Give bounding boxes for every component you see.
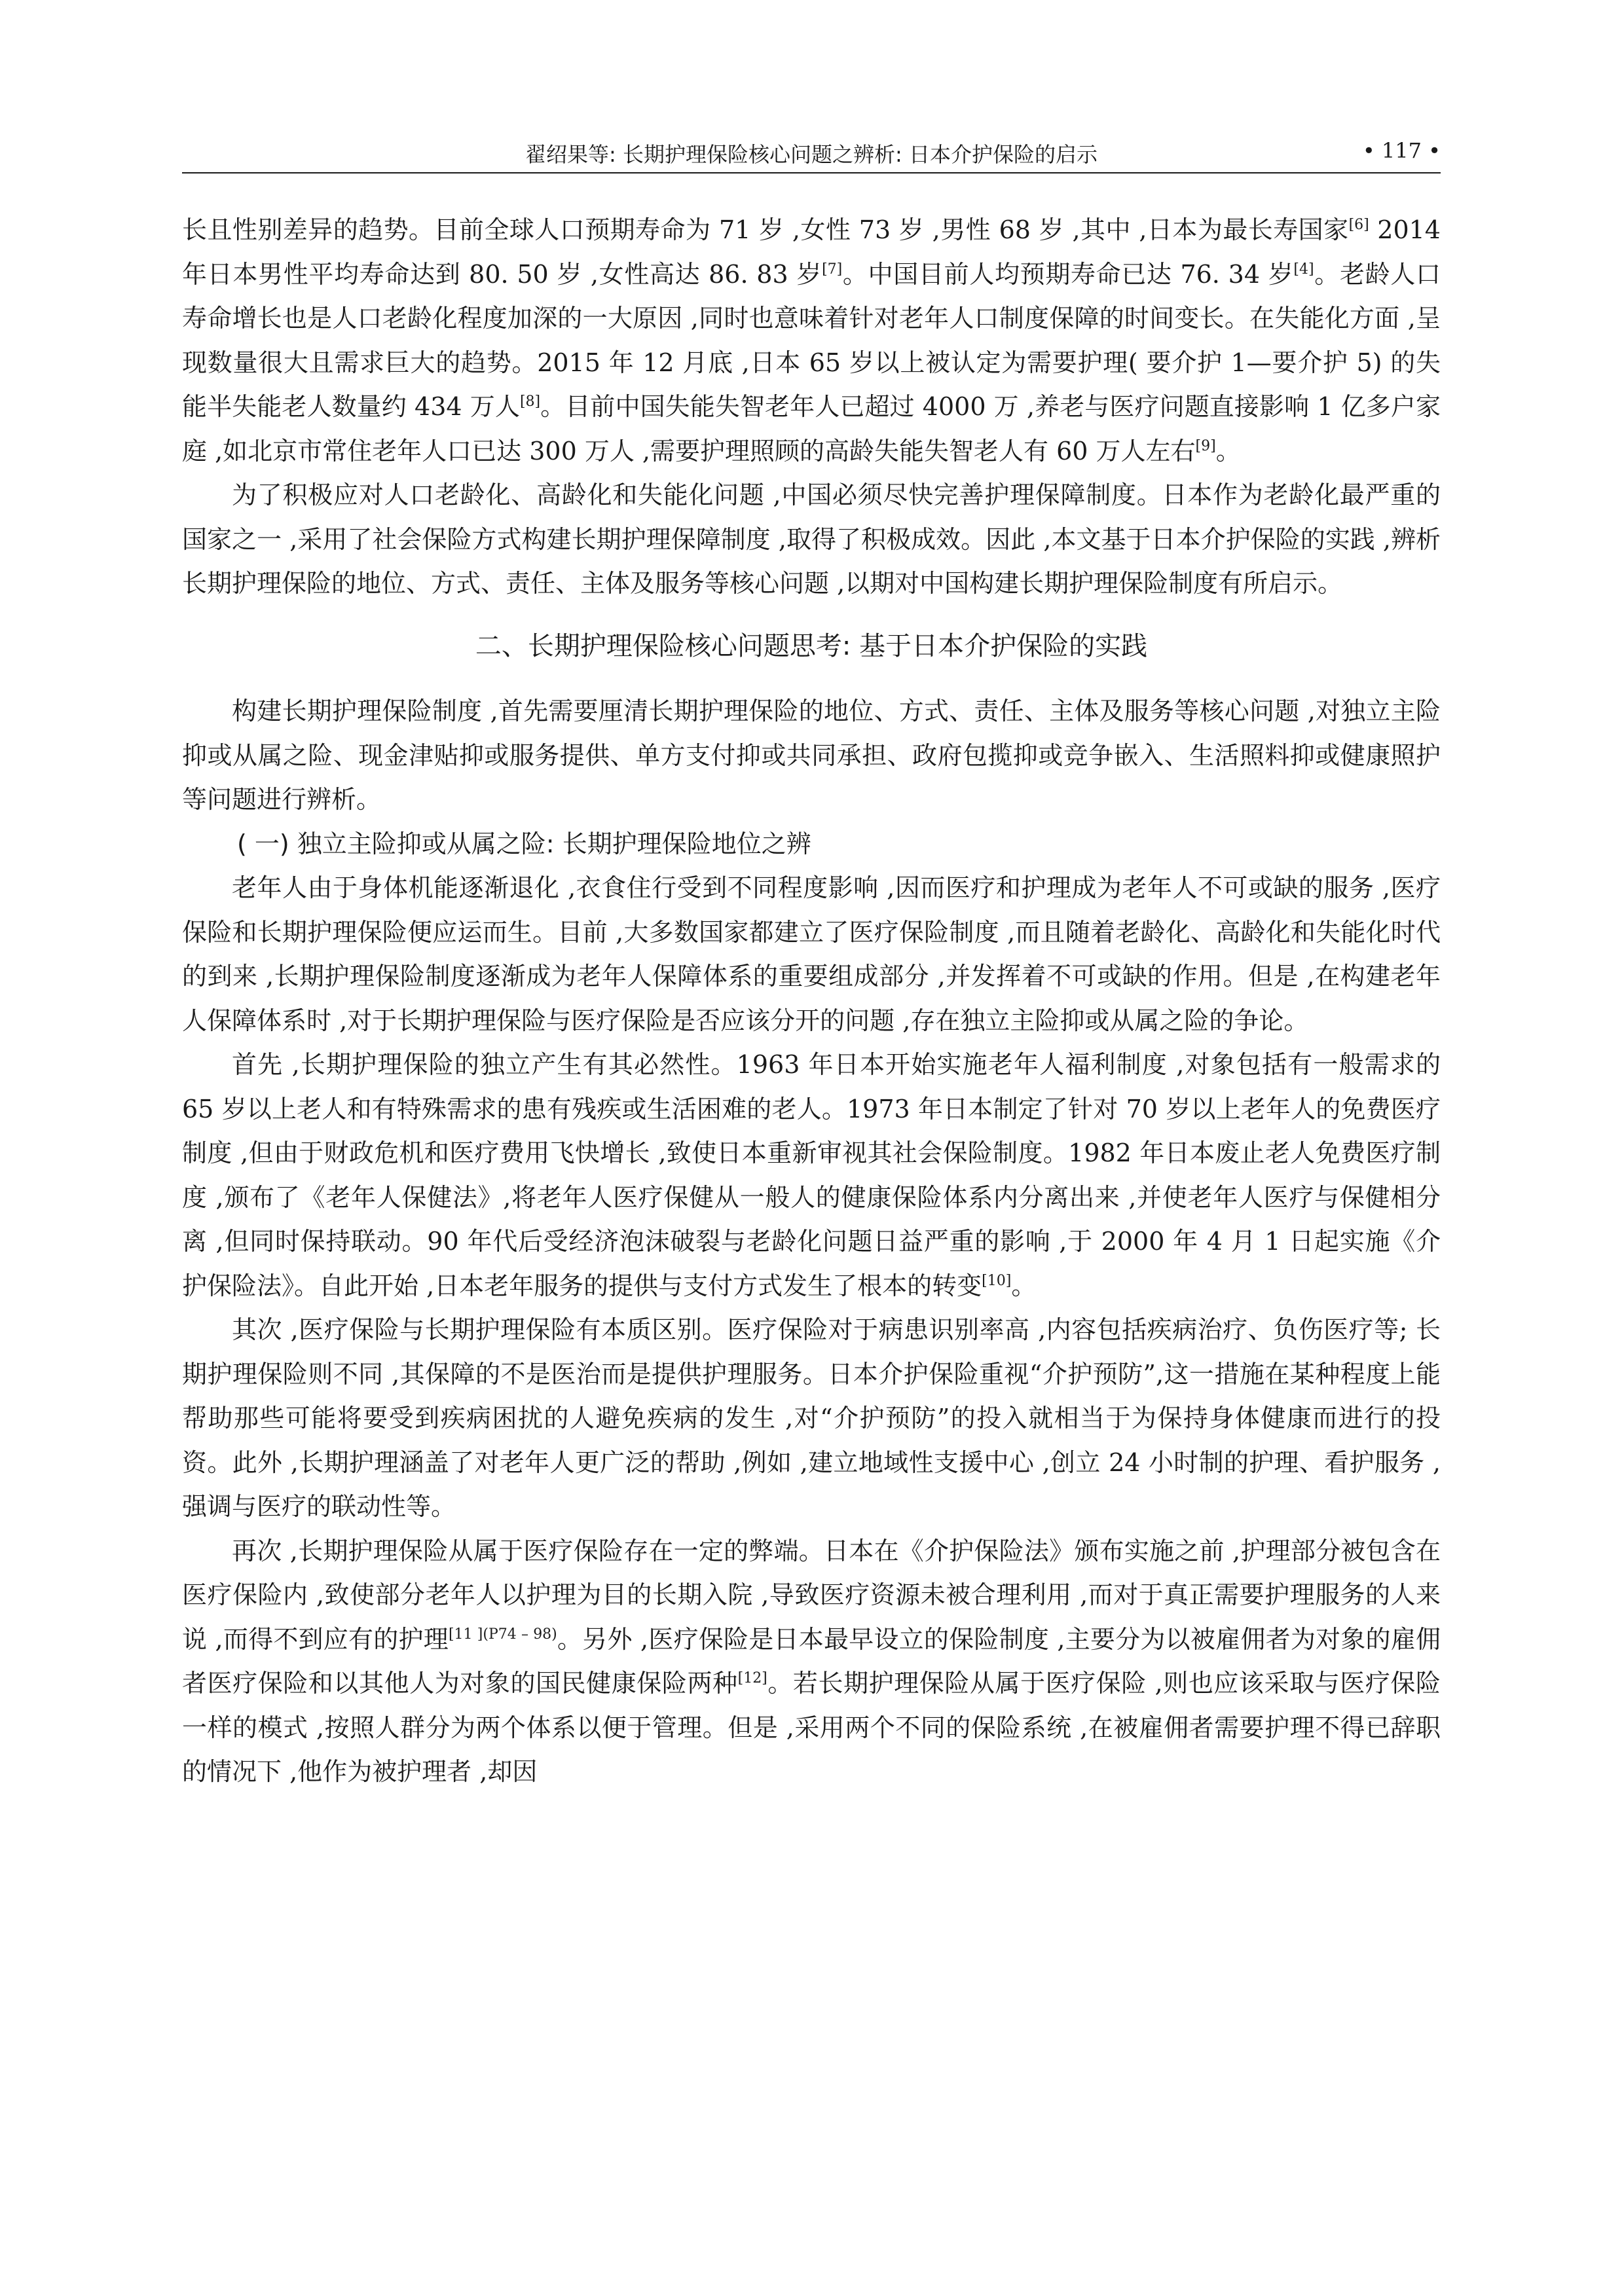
running-header <box>182 134 1441 173</box>
page-number: • 117 • <box>1362 138 1441 163</box>
citation: [11 ](P74 – 98) <box>448 1626 557 1643</box>
citation: [8] <box>519 393 541 410</box>
citation: [12] <box>737 1670 767 1686</box>
citation: [10] <box>982 1272 1012 1289</box>
text-run: 。老龄人口寿命增长也是人口老龄化程度加深的一大原因 ,同时也意味着针对老年人口制度保障的时间变长。在失能化方面 ,呈现数量很大且需求巨大的趋势。2015 年 12 月底 ,日本 65 岁以上被认定为需要护理( 要介护 1—要介护 5) 的失能半失能老人数量约 434 万人 <box>182 259 1441 421</box>
paragraph: 构建长期护理保险制度 ,首先需要厘清长期护理保险的地位、方式、责任、主体及服务等核心问题 ,对独立主险抑或从属之险、现金津贴抑或服务提供、单方支付抑或共同承担、政府包揽抑或竞争嵌入、生活照料抑或健康照护等问题进行辨析。 <box>182 697 1441 814</box>
paragraph <box>182 1529 1441 1795</box>
text-run: 2014 年日本男性平均寿命达到 80. 50 岁 ,女性高达 86. 83 岁 <box>182 215 1441 289</box>
citation: [9] <box>1195 437 1216 454</box>
text-run: 。中国目前人均预期寿命已达 76. 34 岁 <box>842 259 1294 289</box>
section-heading: 二、长期护理保险核心问题思考: 基于日本介护保险的实践 <box>475 630 1148 661</box>
paragraph <box>182 208 1441 473</box>
paragraph: 为了积极应对人口老龄化、高龄化和失能化问题 ,中国必须尽快完善护理保障制度。日本作为老龄化最严重的国家之一 ,采用了社会保险方式构建长期护理保障制度 ,取得了积极成效。因此 ,本文基于日本介护保险的实践 ,辨析长期护理保险的地位、方式、责任、主体及服务等核心问题 ,以期对中国构建长期护理保险制度有所启示。 <box>182 481 1441 598</box>
paragraph: 其次 ,医疗保险与长期护理保险有本质区别。医疗保险对于病患识别率高 ,内容包括疾病治疗、负伤医疗等; 长期护理保险则不同 ,其保障的不是医治而是提供护理服务。日本介护保险重视“介护预防”,这一措施在某种程度上能帮助那些可能将要受到疾病困扰的人避免疾病的发生 ,对“介护预防”的投入就相当于为保持身体健康而进行的投资。此外 ,长期护理涵盖了对老年人更广泛的帮助 ,例如 ,建立地域性支援中心 ,创立 24 小时制的护理、看护服务 ,强调与医疗的联动性等。 <box>182 1315 1441 1521</box>
text-run: 。另外 ,医疗保险是日本最早设立的保险制度 ,主要分为以被雇佣者为对象的雇佣者医疗保险和以其他人为对象的国民健康保险两种 <box>182 1624 1441 1698</box>
subsection-heading: ( 一) 独立主险抑或从属之险: 长期护理保险地位之辨 <box>237 829 811 858</box>
citation: [6] <box>1348 217 1369 233</box>
running-header-title: 翟绍果等: 长期护理保险核心问题之辨析: 日本介护保险的启示 <box>525 142 1098 167</box>
article-body <box>182 208 1441 1795</box>
text-run: 长且性别差异的趋势。目前全球人口预期寿命为 71 岁 ,女性 73 岁 ,男性 68 岁 ,其中 ,日本为最长寿国家 <box>182 215 1349 244</box>
text-run: 首先 ,长期护理保险的独立产生有其必然性。1963 年日本开始实施老年人福利制度 ,对象包括有一般需求的 65 岁以上老人和有特殊需求的患有残疾或生活困难的老人。1973 年日本制定了针对 70 岁以上老年人的免费医疗制度 ,但由于财政危机和医疗费用飞快增长 ,致使日本重新审视其社会保险制度。1982 年日本废止老人免费医疗制度 ,颁布了《老年人保健法》,将老年人医疗保健从一般人的健康保险体系内分离出来 ,并使老年人医疗与保健相分离 ,但同时保持联动。90 年代后受经济泡沫破裂与老龄化问题日益严重的影响 ,于 2000 年 4 月 1 日起实施《介护保险法》。自此开始 ,日本老年服务的提供与支付方式发生了根本的转变 <box>182 1050 1441 1300</box>
text-run: 再次 ,长期护理保险从属于医疗保险存在一定的弊端。日本在《介护保险法》颁布实施之前 ,护理部分被包含在医疗保险内 ,致使部分老年人以护理为目的长期入院 ,导致医疗资源未被合理利用 ,而对于真正需要护理服务的人来说 ,而得不到应有的护理 <box>182 1536 1441 1654</box>
header-rule <box>182 172 1441 173</box>
paragraph <box>182 1043 1441 1308</box>
paragraph: 老年人由于身体机能逐渐退化 ,衣食住行受到不同程度影响 ,因而医疗和护理成为老年人不可或缺的服务 ,医疗保险和长期护理保险便应运而生。目前 ,大多数国家都建立了医疗保险制度 ,而且随着老龄化、高龄化和失能化时代的到来 ,长期护理保险制度逐渐成为老年人保障体系的重要组成部分 ,并发挥着不可或缺的作用。但是 ,在构建老年人保障体系时 ,对于长期护理保险与医疗保险是否应该分开的问题 ,存在独立主险抑或从属之险的争论。 <box>182 873 1441 1035</box>
text-run: 。若长期护理保险从属于医疗保险 ,则也应该采取与医疗保险一样的模式 ,按照人群分为两个体系以便于管理。但是 ,采用两个不同的保险系统 ,在被雇佣者需要护理不得已辞职的情况下 ,他作为被护理者 ,却因 <box>182 1669 1441 1786</box>
text-run: 。 <box>1215 436 1241 465</box>
text-run: 。目前中国失能失智老年人已超过 4000 万 ,养老与医疗问题直接影响 1 亿多户家庭 ,如北京市常住老年人口已达 300 万人 ,需要护理照顾的高龄失能失智老人有 60 万人左右 <box>182 392 1441 465</box>
citation: [7] <box>822 261 843 278</box>
citation: [4] <box>1293 261 1314 278</box>
text-run: 。 <box>1011 1271 1037 1300</box>
